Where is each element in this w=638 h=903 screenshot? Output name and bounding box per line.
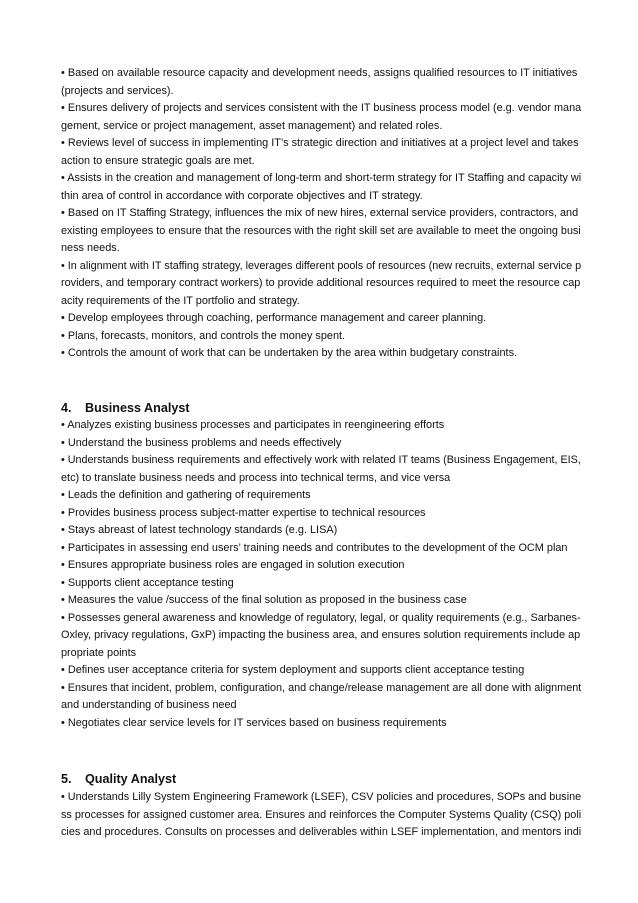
intro-line: • Assists in the creation and management of long-term and short-term strategy for IT Staffing and capacity wi bbox=[61, 172, 582, 184]
list-item: • Measures the value /success of the final solution as proposed in the business case bbox=[61, 594, 467, 606]
section-number: 4. bbox=[61, 401, 72, 415]
section-number: 5. bbox=[61, 772, 72, 786]
intro-line: • In alignment with IT staffing strategy, leverages different pools of resources (new recruits, external service p bbox=[61, 259, 582, 272]
list-item: • Supports client acceptance testing bbox=[61, 576, 234, 589]
list-item: and understanding of business need bbox=[61, 699, 237, 711]
intro-line: • Based on IT Staffing Strategy, influences the mix of new hires, external service providers, contractors, and bbox=[61, 207, 579, 219]
intro-line: thin area of control in accordance with corporate objectives and IT strategy. bbox=[61, 189, 423, 202]
list-item: • Defines user acceptance criteria for system deployment and supports client acceptance testing bbox=[61, 664, 525, 676]
list-item: • Analyzes existing business processes and participates in reengineering efforts bbox=[61, 419, 445, 431]
list-item: • Understands business requirements and effectively work with related IT teams (Business Engagement, EIS, bbox=[61, 454, 581, 466]
section-heading-quality-analyst bbox=[61, 770, 176, 788]
list-item: • Provides business process subject-matter expertise to technical resources bbox=[61, 506, 426, 519]
list-item: • Leads the definition and gathering of requirements bbox=[61, 489, 311, 501]
section-heading-business-analyst bbox=[61, 399, 190, 417]
intro-line: • Plans, forecasts, monitors, and controls the money spent. bbox=[61, 329, 346, 342]
intro-line: action to ensure strategic goals are met. bbox=[61, 154, 255, 167]
section-title: Business Analyst bbox=[85, 401, 190, 415]
list-item: • Ensures appropriate business roles are engaged in solution execution bbox=[61, 559, 405, 571]
list-item: etc) to translate business needs and process into technical terms, and vice versa bbox=[61, 471, 451, 484]
list-item: • Participates in assessing end users’ training needs and contributes to the development of the OCM plan bbox=[61, 541, 568, 554]
intro-line: • Ensures delivery of projects and services consistent with the IT business process model (e.g. vendor mana bbox=[61, 102, 582, 114]
list-item: • Understand the business problems and needs effectively bbox=[61, 436, 342, 449]
list-item: Oxley, privacy regulations, GxP) impacting the business area, and ensures solution requirements include ap bbox=[61, 629, 581, 641]
intro-line: • Controls the amount of work that can be undertaken by the area within budgetary constraints. bbox=[61, 347, 518, 359]
list-item: propriate points bbox=[61, 646, 137, 659]
intro-line: roviders, and temporary contract workers) to provide additional resources required to meet the resource cap bbox=[61, 277, 581, 289]
intro-line: ness needs. bbox=[61, 242, 120, 254]
intro-line: • Reviews level of success in implementing IT’s strategic direction and initiatives at a project level and takes bbox=[61, 137, 579, 149]
list-item: • Negotiates clear service levels for IT services based on business requirements bbox=[61, 716, 447, 729]
intro-line: acity requirements of the IT portfolio and strategy. bbox=[61, 294, 300, 307]
list-item: • Possesses general awareness and knowledge of regulatory, legal, or quality requirements (e.g., Sarbanes- bbox=[61, 611, 581, 624]
list-item: cies and procedures. Consults on processes and deliverables within LSEF implementation, and mentors indi bbox=[61, 826, 582, 838]
section-title: Quality Analyst bbox=[85, 772, 177, 786]
intro-line: • Based on available resource capacity and development needs, assigns qualified resources to IT initiatives bbox=[61, 67, 578, 79]
intro-line: existing employees to ensure that the resources with the right skill set are available to meet the ongoing busi bbox=[61, 224, 581, 237]
intro-line: (projects and services). bbox=[61, 84, 174, 97]
list-item: • Ensures that incident, problem, configuration, and change/release management are all done with alignment bbox=[61, 681, 582, 694]
intro-line: • Develop employees through coaching, performance management and career planning. bbox=[61, 312, 487, 324]
list-item: • Understands Lilly System Engineering Framework (LSEF), CSV policies and procedures, SOPs and busine bbox=[61, 791, 582, 803]
intro-line: gement, service or project management, asset management) and related roles. bbox=[61, 119, 443, 132]
list-item: ss processes for assigned customer area. Ensures and reinforces the Computer Systems Quality (CSQ) poli bbox=[61, 808, 582, 821]
list-item: • Stays abreast of latest technology standards (e.g. LISA) bbox=[61, 524, 338, 536]
